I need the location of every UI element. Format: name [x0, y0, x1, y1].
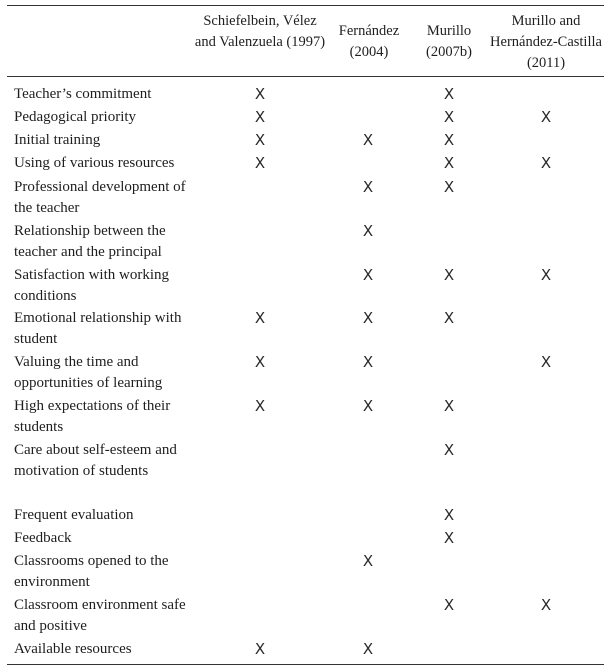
- row-mark: X: [362, 222, 374, 240]
- row-label: High expectations of their students: [14, 398, 171, 435]
- column-header-fernandez: Fernández (2004): [338, 23, 400, 60]
- row-mark: X: [443, 309, 455, 327]
- row-mark: X: [362, 640, 374, 658]
- row-mark: X: [540, 596, 552, 614]
- row-label: Pedagogical priority: [14, 109, 137, 125]
- row-mark: X: [254, 85, 266, 103]
- row-label: Care about self-esteem and motivation of students: [14, 442, 177, 479]
- row-label: Valuing the time and opportunities of learning: [14, 354, 163, 391]
- row-mark: X: [443, 266, 455, 284]
- row-mark: X: [540, 353, 552, 371]
- row-mark: X: [443, 506, 455, 524]
- row-mark: X: [254, 108, 266, 126]
- column-header-murillo: Murillo (2007b): [426, 23, 472, 60]
- row-label: Emotional relationship with student: [14, 310, 182, 347]
- row-mark: X: [540, 154, 552, 172]
- row-mark: X: [443, 596, 455, 614]
- row-mark: X: [254, 353, 266, 371]
- row-label: Satisfaction with working conditions: [14, 267, 169, 304]
- row-mark: X: [362, 353, 374, 371]
- column-header-schiefelbein: Schiefelbein, Vélez and Valenzuela (1997): [194, 13, 326, 50]
- column-header-murillo-hernandez: Murillo and Hernández-Castilla (2011): [490, 13, 602, 71]
- row-mark: X: [362, 552, 374, 570]
- row-mark: X: [443, 397, 455, 415]
- row-mark: X: [443, 529, 455, 547]
- row-mark: X: [443, 108, 455, 126]
- row-mark: X: [254, 309, 266, 327]
- row-mark: X: [540, 108, 552, 126]
- row-label: Available resources: [14, 641, 132, 657]
- row-label: Relationship between the teacher and the principal: [14, 223, 166, 260]
- row-mark: X: [540, 266, 552, 284]
- bottom-rule: [7, 664, 604, 665]
- row-label: Professional development of the teacher: [14, 179, 186, 216]
- row-label: Classroom environment safe and positive: [14, 597, 186, 634]
- row-mark: X: [443, 154, 455, 172]
- row-mark: X: [254, 397, 266, 415]
- row-mark: X: [362, 178, 374, 196]
- row-mark: X: [362, 397, 374, 415]
- row-label: Initial training: [14, 132, 101, 148]
- row-label: Classrooms opened to the environment: [14, 553, 169, 590]
- row-mark: X: [443, 178, 455, 196]
- top-rule: [7, 5, 604, 6]
- row-label: Feedback: [14, 530, 72, 546]
- row-label: Teacher’s commitment: [14, 86, 152, 102]
- header-rule: [7, 76, 604, 77]
- row-mark: X: [362, 131, 374, 149]
- row-mark: X: [254, 640, 266, 658]
- row-mark: X: [254, 154, 266, 172]
- row-mark: X: [443, 441, 455, 459]
- row-mark: X: [254, 131, 266, 149]
- row-mark: X: [443, 131, 455, 149]
- row-mark: X: [362, 266, 374, 284]
- row-mark: X: [443, 85, 455, 103]
- row-label: Frequent evaluation: [14, 507, 134, 523]
- row-mark: X: [362, 309, 374, 327]
- row-label: Using of various resources: [14, 155, 175, 171]
